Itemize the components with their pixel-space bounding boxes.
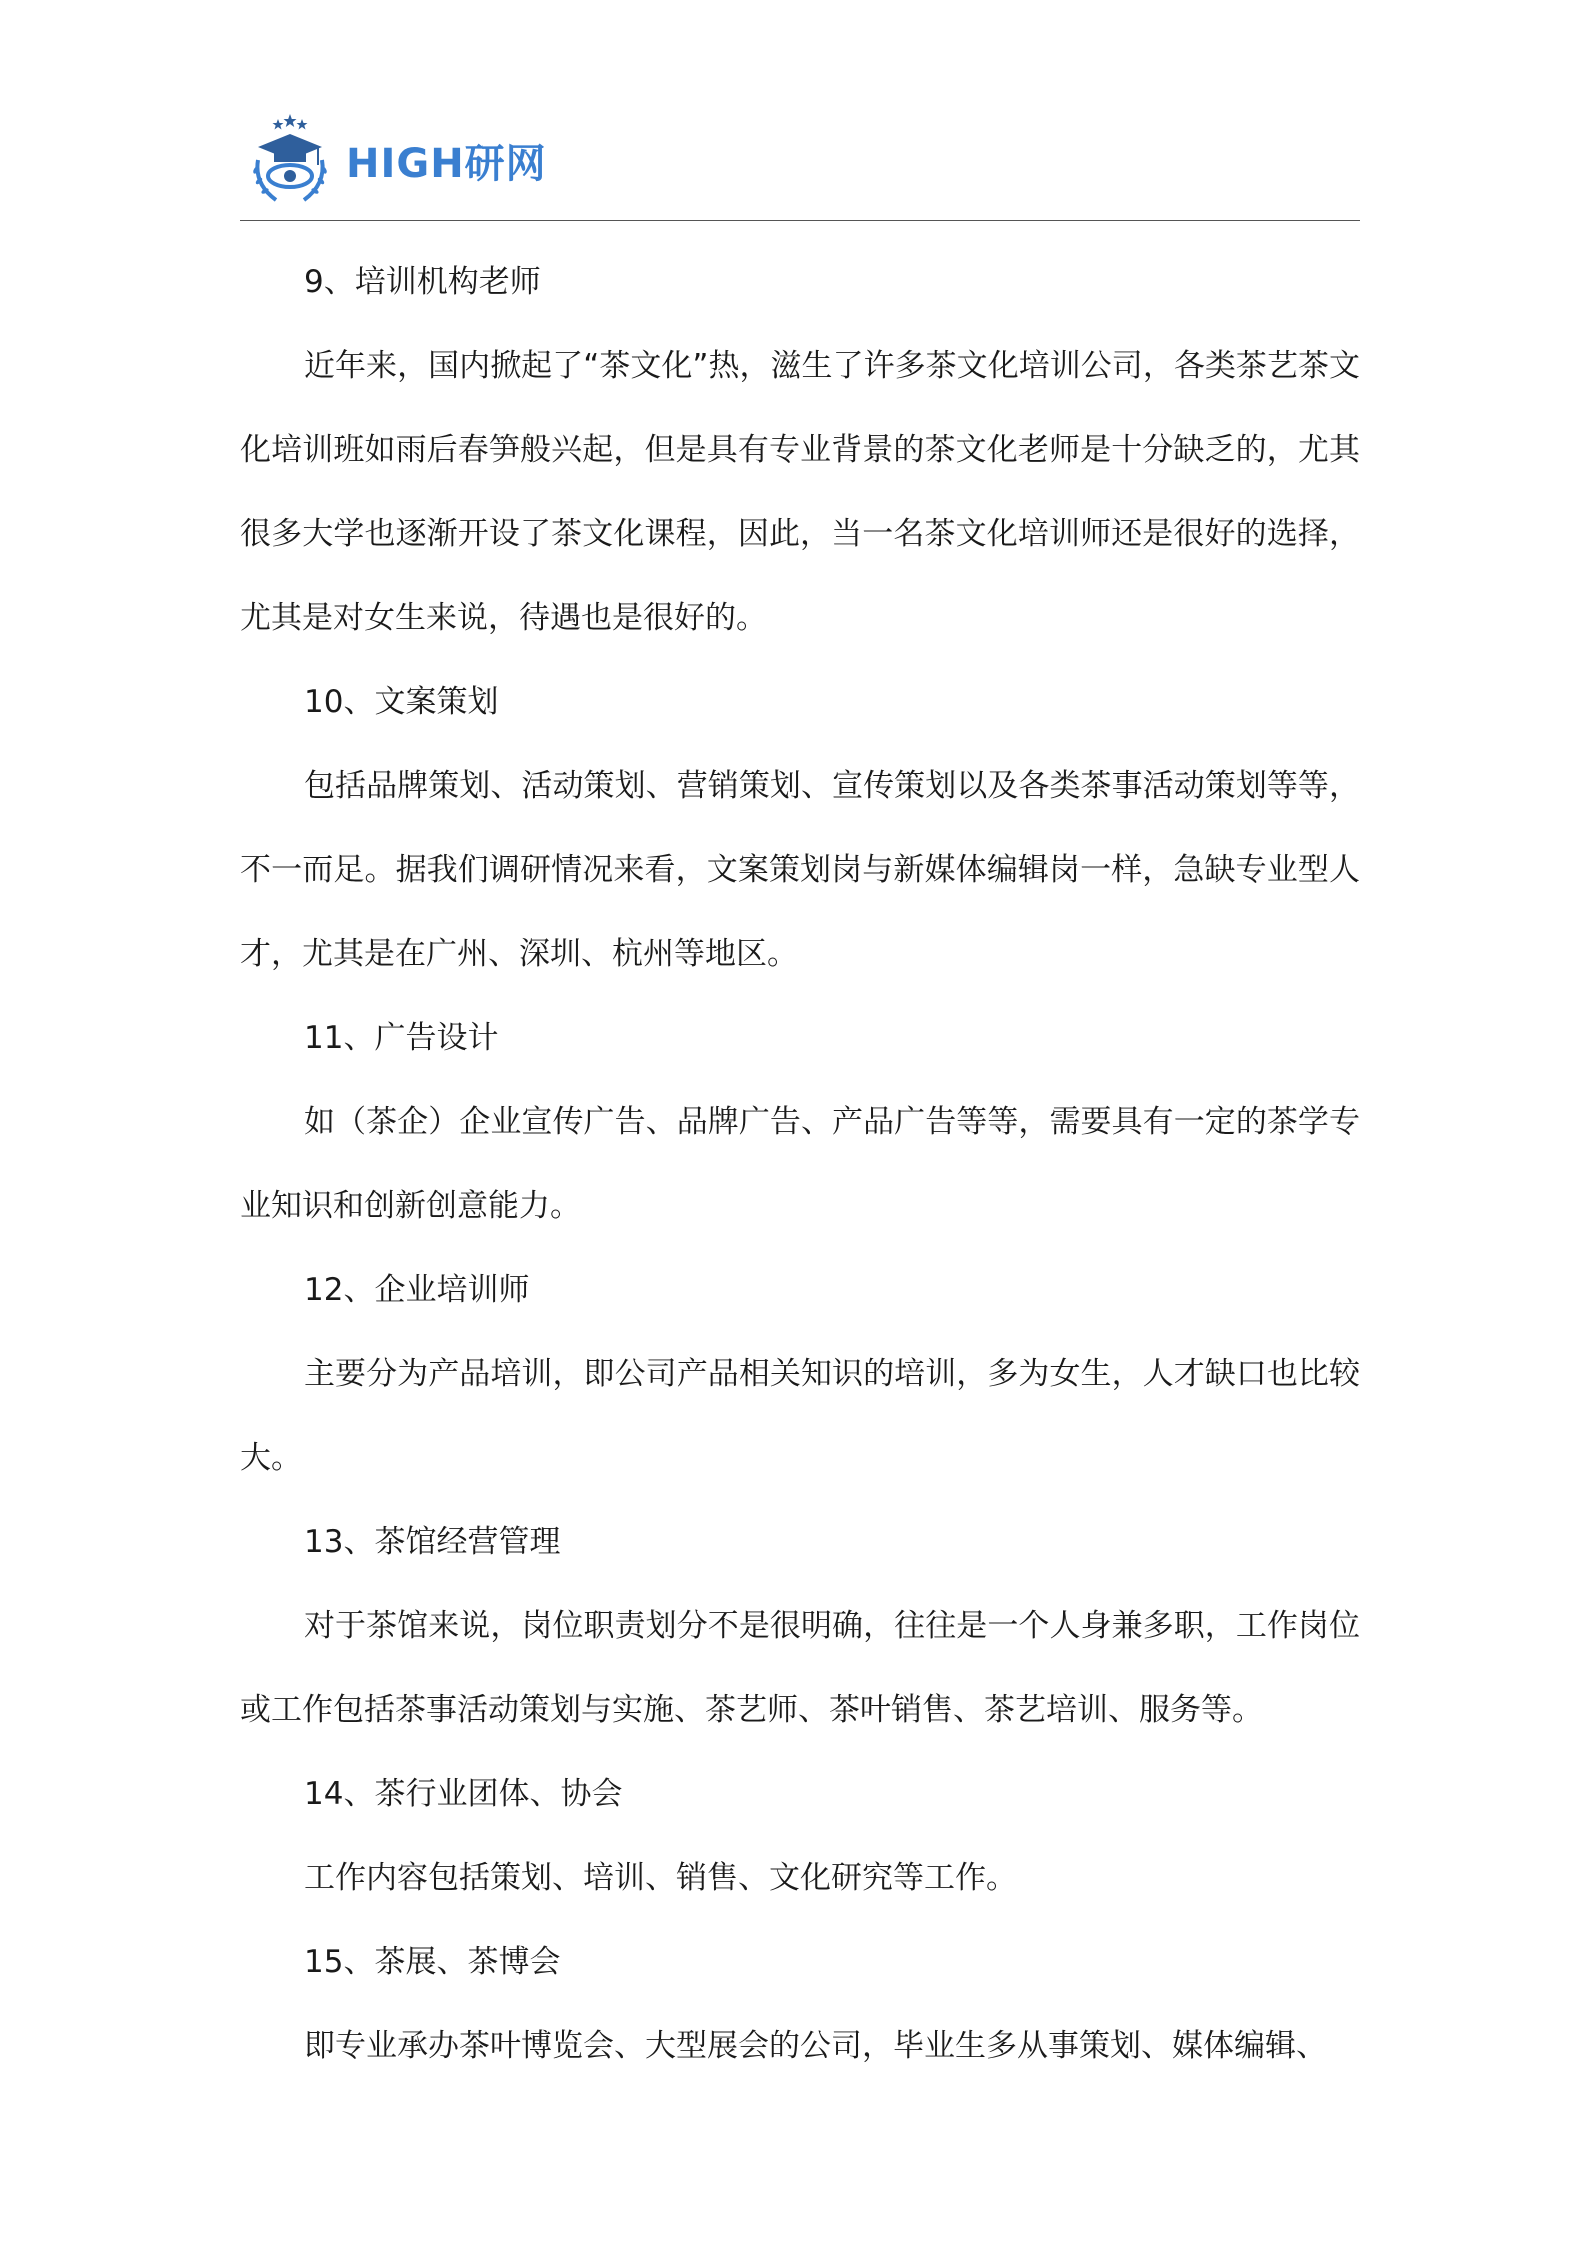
section-heading: 12、企业培训师 [304,1272,530,1308]
section-paragraph: 近年来，国内掀起了“茶文化”热，滋生了许多茶文化培训公司，各类茶艺茶文化培训班如雨后春笋般兴起，但是具有专业背景的茶文化老师是十分缺乏的，尤其很多大学也逐渐开设了茶文化课程，因此，当一名茶文化培训师还是很好的选择，尤其是对女生来说，待遇也是很好的。 [240,348,1360,636]
section-heading: 15、茶展、茶博会 [304,1944,561,1980]
section-heading: 10、文案策划 [304,684,499,720]
section-heading: 14、茶行业团体、协会 [304,1776,623,1812]
section-paragraph: 如（茶企）企业宣传广告、品牌广告、产品广告等等，需要具有一定的茶学专业知识和创新创意能力。 [240,1104,1360,1224]
section-heading: 9、培训机构老师 [304,264,541,300]
document-body [240,240,1360,2088]
section-heading: 13、茶馆经营管理 [304,1524,561,1560]
section-heading: 11、广告设计 [304,1020,499,1056]
section-paragraph: 工作内容包括策划、培训、销售、文化研究等工作。 [304,1860,1017,1896]
logo-text: HIGH研网 [346,140,547,187]
section-paragraph: 即专业承办茶叶博览会、大型展会的公司，毕业生多从事策划、媒体编辑、 [304,2028,1327,2064]
site-logo [240,110,547,210]
graduation-cap-eye-icon [240,110,340,210]
section-paragraph: 包括品牌策划、活动策划、营销策划、宣传策划以及各类茶事活动策划等等，不一而足。据我们调研情况来看，文案策划岗与新媒体编辑岗一样，急缺专业型人才，尤其是在广州、深圳、杭州等地区。 [240,768,1360,972]
section-paragraph: 主要分为产品培训，即公司产品相关知识的培训，多为女生，人才缺口也比较大。 [240,1356,1360,1476]
header-divider [240,220,1360,221]
section-paragraph: 对于茶馆来说，岗位职责划分不是很明确，往往是一个人身兼多职，工作岗位或工作包括茶事活动策划与实施、茶艺师、茶叶销售、茶艺培训、服务等。 [240,1608,1360,1728]
page-header [240,110,1360,220]
